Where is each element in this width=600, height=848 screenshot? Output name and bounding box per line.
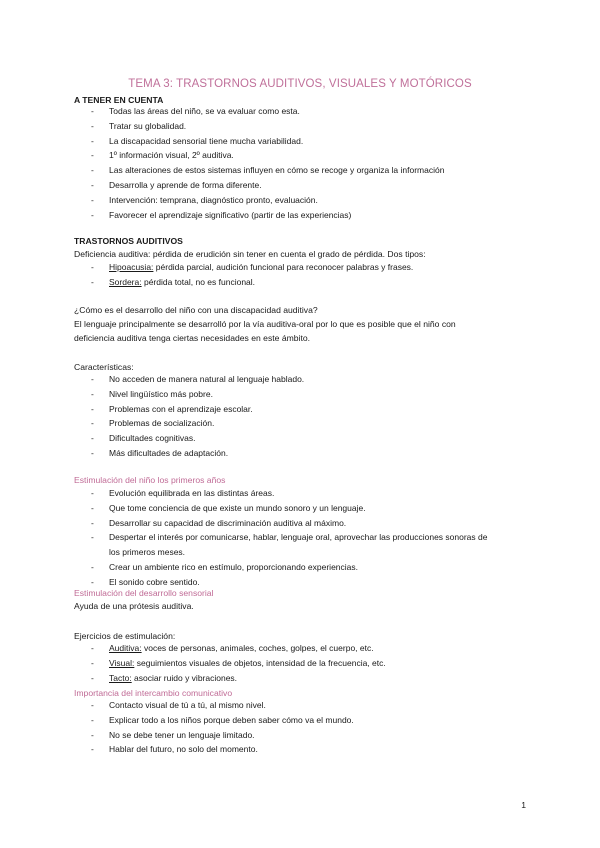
list-item: - Evolución equilibrada en las distintas áreas. [91, 488, 275, 498]
list-item: - Hipoacusia: pérdida parcial, audición funcional para reconocer palabras y frases. [91, 262, 414, 272]
list-estimulacion [0, 486, 487, 590]
list-item: - Intervención: temprana, diagnóstico pronto, evaluación. [91, 194, 318, 205]
list-item: - Auditiva: voces de personas, animales, coches, golpes, el cuerpo, etc. [91, 643, 374, 653]
list-item: - Problemas con el aprendizaje escolar. [91, 403, 253, 414]
list-item: - Las alteraciones de estos sistemas influyen en cómo se recoge y organiza la información [91, 165, 445, 176]
list-item: - Desarrolla y aprende de forma diferente. [91, 179, 262, 190]
list-tipos [0, 260, 413, 290]
answer-line-2: deficiencia auditiva tenga ciertas necesidades en este ámbito. [74, 333, 310, 343]
list-caracteristicas [0, 372, 304, 461]
list-item: - Favorecer el aprendizaje significativo (partir de las experiencias) [91, 209, 352, 220]
list-intercambio [0, 698, 354, 757]
list-item: - Explicar todo a los niños porque deben saber cómo va el mundo. [91, 714, 354, 725]
section-heading-a-tener-en-cuenta: A TENER EN CUENTA [74, 95, 164, 105]
section-heading-intercambio-comunicativo: Importancia del intercambio comunicativo [74, 688, 233, 698]
answer-line-1: El lenguaje principalmente se desarrolló por la vía auditiva-oral por lo que es posible que el niño con [74, 319, 456, 329]
list-item: - Dificultades cognitivas. [91, 433, 196, 444]
section-heading-desarrollo-sensorial: Estimulación del desarrollo sensorial [74, 588, 214, 598]
list-item: - Crear un ambiente rico en estímulo, proporcionando experiencias. [91, 561, 358, 572]
list-item: - Todas las áreas del niño, se va evaluar como esta. [91, 106, 300, 116]
list-item: - 1º información visual, 2º auditiva. [91, 150, 234, 161]
list-item: - No se debe tener un lenguaje limitado. [91, 729, 255, 740]
list-item: - Hablar del futuro, no solo del momento. [91, 744, 258, 755]
section-heading-caracteristicas: Características: [74, 362, 134, 372]
list-ejercicios [0, 641, 386, 685]
section-heading-ejercicios: Ejercicios de estimulación: [74, 631, 176, 641]
list-item: - Sordera: pérdida total, no es funcional. [91, 276, 256, 287]
list-item: - Contacto visual de tú a tú, al mismo nivel. [91, 700, 266, 710]
list-item: - Visual: seguimientos visuales de objetos, intensidad de la frecuencia, etc. [91, 657, 386, 668]
list-item: - La discapacidad sensorial tiene mucha variabilidad. [91, 135, 304, 146]
list-item: - Tratar su globalidad. [91, 120, 187, 131]
list-item: - Que tome conciencia de que existe un mundo sonoro y un lenguaje. [91, 502, 366, 513]
list-item: - Problemas de socialización. [91, 418, 215, 429]
list-item-continuation: los primeros meses. [109, 547, 186, 558]
question-desarrollo: ¿Cómo es el desarrollo del niño con una discapacidad auditiva? [74, 305, 318, 315]
section-heading-estimulacion-primeros-anos: Estimulación del niño los primeros años [74, 475, 226, 485]
list-item: - Tacto: asociar ruido y vibraciones. [91, 672, 238, 683]
paragraph-deficiencia-auditiva: Deficiencia auditiva: pérdida de erudición sin tener en cuenta el grado de pérdida. Dos tipos: [74, 249, 426, 259]
list-item: - El sonido cobre sentido. [91, 576, 200, 587]
list-a-tener-en-cuenta [0, 104, 444, 222]
list-item: - Más dificultades de adaptación. [91, 447, 229, 458]
list-item: - No acceden de manera natural al lenguaje hablado. [91, 374, 305, 384]
list-item: - Nivel lingüístico más pobre. [91, 388, 213, 399]
page-title: TEMA 3: TRASTORNOS AUDITIVOS, VISUALES Y MOTÓRICOS [128, 78, 472, 90]
page-number: 1 [521, 800, 526, 810]
list-item: - Despertar el interés por comunicarse, hablar, lenguaje oral, aprovechar las producciones sonoras de [91, 532, 488, 543]
paragraph-protesis: Ayuda de una prótesis auditiva. [74, 601, 194, 611]
section-heading-trastornos-auditivos: TRASTORNOS AUDITIVOS [74, 236, 183, 246]
list-item: - Desarrollar su capacidad de discriminación auditiva al máximo. [91, 517, 347, 528]
